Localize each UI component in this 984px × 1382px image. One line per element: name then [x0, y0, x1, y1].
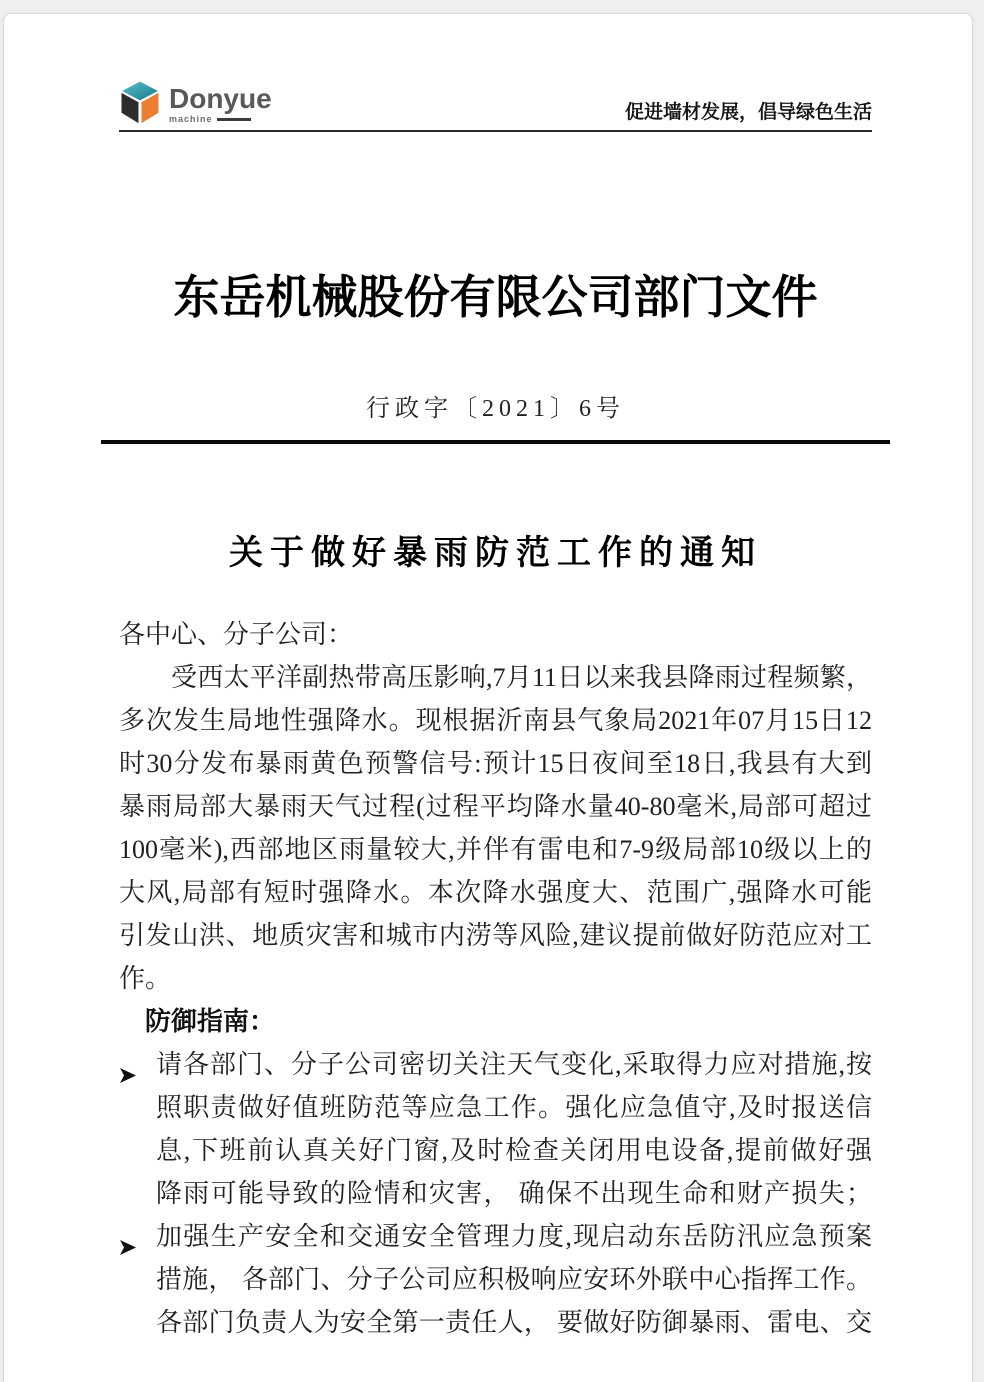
- donyue-cube-logo-icon: [119, 80, 161, 126]
- body-line: 多次发生局地性强降水。现根据沂南县气象局2021年07月15日12: [119, 706, 872, 735]
- brand-underline: [217, 118, 251, 121]
- arrow-bullet-icon: [119, 1043, 156, 1098]
- arrow-bullet-icon: [119, 1215, 156, 1270]
- body-line: 请各部门、分子公司密切关注天气变化,采取得力应对措施,按: [156, 1050, 872, 1079]
- body-line: 暴雨局部大暴雨天气过程(过程平均降水量40-80毫米,局部可超过: [119, 792, 872, 821]
- title-divider-rule: [101, 440, 890, 444]
- body-line: 引发山洪、地质灾害和城市内涝等风险,建议提前做好防范应对工: [119, 921, 872, 950]
- document-number: 行政字〔2021〕6号: [366, 396, 625, 422]
- body-line: 大风,局部有短时强降水。本次降水强度大、范围广,强降水可能: [119, 878, 872, 907]
- notice-title: 关于做好暴雨防范工作的通知: [229, 535, 762, 572]
- body-line: 作。: [119, 964, 172, 993]
- notice-body: [119, 613, 872, 1344]
- bullet-lines: [156, 1215, 872, 1344]
- header-slogan: 促进墙材发展，倡导绿色生活: [624, 102, 872, 123]
- brand-name: Donyue: [169, 83, 272, 114]
- body-line: 受西太平洋副热带高压影响,7月11日以来我县降雨过程频繁，: [171, 663, 872, 692]
- guide-heading: 防御指南：: [145, 1006, 276, 1036]
- body-line: 措施， 各部门、分子公司应积极响应安环外联中心指挥工作。: [156, 1265, 872, 1294]
- body-line: 加强生产安全和交通安全管理力度,现启动东岳防汛应急预案: [156, 1222, 872, 1251]
- brand-text-block: [169, 80, 272, 124]
- body-line: 时30分发布暴雨黄色预警信号:预计15日夜间至18日,我县有大到: [119, 749, 872, 778]
- bullet-lines: [156, 1043, 872, 1215]
- letterhead: [119, 74, 872, 132]
- company-logo: [119, 80, 272, 126]
- brand-subtitle-text: machine: [169, 114, 213, 124]
- salutation: 各中心、分子公司：: [119, 620, 354, 649]
- body-line: 息,下班前认真关好门窗,及时检查关闭用电设备,提前做好强: [156, 1136, 872, 1165]
- bullet-item: [119, 1043, 872, 1215]
- body-line: 降雨可能导致的险情和灾害， 确保不出现生命和财产损失；: [156, 1179, 872, 1208]
- brand-subtitle: [169, 114, 272, 124]
- document-title: 东岳机械股份有限公司部门文件: [173, 272, 818, 323]
- body-line: 各部门负责人为安全第一责任人， 要做好防御暴雨、雷电、交: [156, 1308, 872, 1337]
- document-page-inner: [4, 14, 972, 1344]
- document-page: [3, 13, 973, 1382]
- body-line: 100毫米),西部地区雨量较大,并伴有雷电和7-9级局部10级以上的: [119, 835, 872, 864]
- body-line: 照职责做好值班防范等应急工作。强化应急值守,及时报送信: [156, 1093, 872, 1122]
- bullet-item: [119, 1215, 872, 1344]
